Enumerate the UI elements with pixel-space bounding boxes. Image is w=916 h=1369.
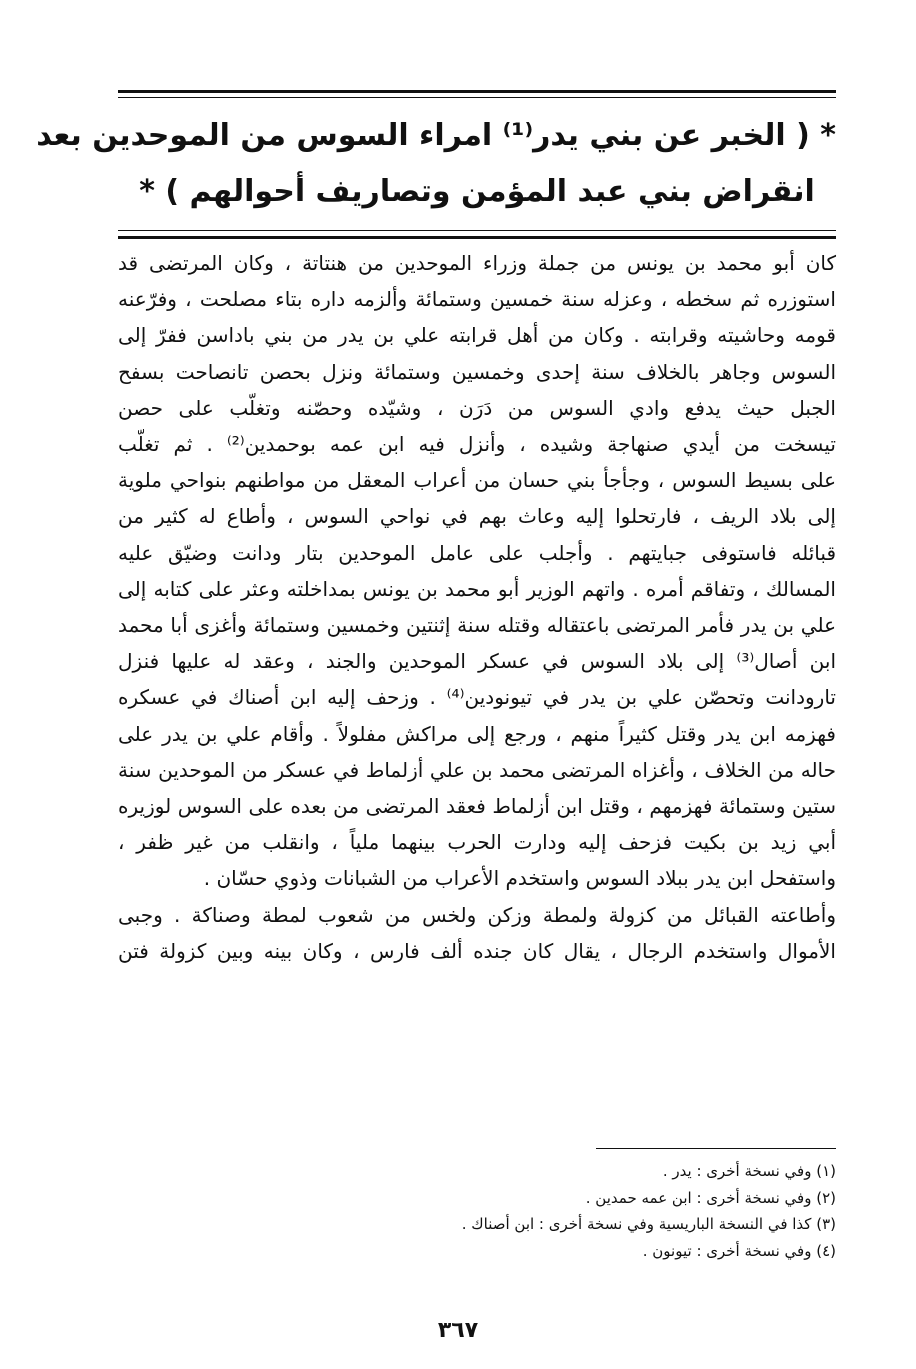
body-line: قبائله فاستوفى جبايتهم . وأجلب على عامل الموحدين بتار ودانت وضيّق عليه bbox=[118, 540, 836, 565]
footnotes bbox=[300, 1158, 836, 1264]
body-line: الجبل حيث يدفع وادي السوس من دَرَن ، وشيّده وحصّنه وتغلّب على حصن bbox=[118, 395, 836, 420]
chapter-title-line: انقراض بني عبد المؤمن وتصاريف أحوالهم ) * bbox=[139, 174, 815, 209]
footnote: (٤) وفي نسخة أخرى : تيونون . bbox=[642, 1241, 836, 1260]
body-line: إلى بلاد الريف ، فارتحلوا إليه وعاث بهم في نواحي السوس ، وأطاع له كثير من bbox=[118, 504, 836, 529]
body-line: تارودانت وتحصّن علي بن يدر في تيونودين⁽⁴⁾ . وزحف إليه ابن أصناك في عسكره bbox=[118, 685, 836, 710]
body-line: وأطاعته القبائل من كزولة ولمطة وزكن ولخس من شعوب لمطة وصناكة . وجبى bbox=[118, 902, 836, 927]
body-line: ابن أصال⁽³⁾ إلى بلاد السوس في عسكر الموحدين والجند ، وعقد له عليها فنزل bbox=[118, 649, 837, 674]
footnote: (١) وفي نسخة أخرى : يدر . bbox=[662, 1162, 836, 1180]
footnote-separator bbox=[596, 1148, 836, 1149]
body-line: فهزمه ابن يدر وقتل كثيراً منهم ، ورجع إلى مراكش مفلولاً . وأقام علي بن يدر على bbox=[118, 721, 836, 746]
header-rule-thick bbox=[118, 90, 836, 93]
title-rule-thin bbox=[118, 230, 836, 231]
title-rule-thick bbox=[118, 236, 836, 239]
body-line: أبي زيد بن بكيت فزحف إليه ودارت الحرب بينهما ملياً ، وانقلب من غير ظفر ، bbox=[118, 830, 836, 855]
chapter-title bbox=[36, 108, 836, 220]
body-line: ستين وستمائة فهزمهم ، وقتل ابن أزلماط فعقد المرتضى من بعده على السوس لوزيره bbox=[118, 794, 836, 819]
body-line: المسالك ، وتفاقم أمره . واتهم الوزير أبو محمد بن يونس بمداخلته وعثر على كتابه إلى bbox=[118, 576, 836, 601]
footnote: (٣) كذا في النسخة الباريسية وفي نسخة أخرى : ابن أصناك . bbox=[461, 1215, 836, 1233]
body-line: كان أبو محمد بن يونس من جملة وزراء الموحدين من هنتاتة ، وكان المرتضى قد bbox=[118, 251, 836, 275]
header-rule-thin bbox=[118, 97, 836, 98]
body-line: حاله من الخلاف ، وأغزاه المرتضى محمد بن علي أزلماط في عسكر من الموحدين سنة bbox=[118, 757, 836, 782]
body-line: علي بن يدر فأمر المرتضى باعتقاله وقتله سنة إثنتين وخمسين وستمائة وأغزى أبا محمد bbox=[118, 613, 836, 638]
body-line: السوس وجاهر بالخلاف سنة إحدى وخمسين وستمائة ونزل بحصن تانصاحت بسفح bbox=[118, 359, 836, 384]
page-number: ٣٦٧ bbox=[437, 1318, 479, 1343]
body-line: قومه وحاشيته وقرابته . وكان من أهل قرابته علي بن يدر من بني باداسن ففرّ إلى bbox=[118, 323, 836, 348]
body-text bbox=[118, 245, 836, 969]
body-line: الأموال واستخدم الرجال ، يقال كان جنده ألف فارس ، وكان بينه وبين كزولة فتن bbox=[118, 938, 836, 963]
body-line: واستفحل ابن يدر ببلاد السوس واستخدم الأعراب من الشبانات وذوي حسّان . bbox=[203, 866, 836, 891]
body-line: استوزره ثم سخطه ، وعزله سنة خمسين وستمائة وألزمه داره بتاء مصلحت ، وفرّعنه bbox=[118, 287, 836, 312]
body-line: تيسخت من أيدي صنهاجة وشيده ، وأنزل فيه ابن عمه بوحمدين⁽²⁾ . ثم تغلّب bbox=[118, 432, 836, 457]
footnote: (٢) وفي نسخة أخرى : ابن عمه حمدين . bbox=[585, 1188, 836, 1207]
chapter-title-line: * ( الخبر عن بني يدر⁽¹⁾ امراء السوس من الموحدين بعد bbox=[36, 118, 836, 153]
body-line: على بسيط السوس ، وجأجأ بني حسان من أعراب المعقل من مواطنهم بنواحي ملوية bbox=[118, 468, 836, 493]
